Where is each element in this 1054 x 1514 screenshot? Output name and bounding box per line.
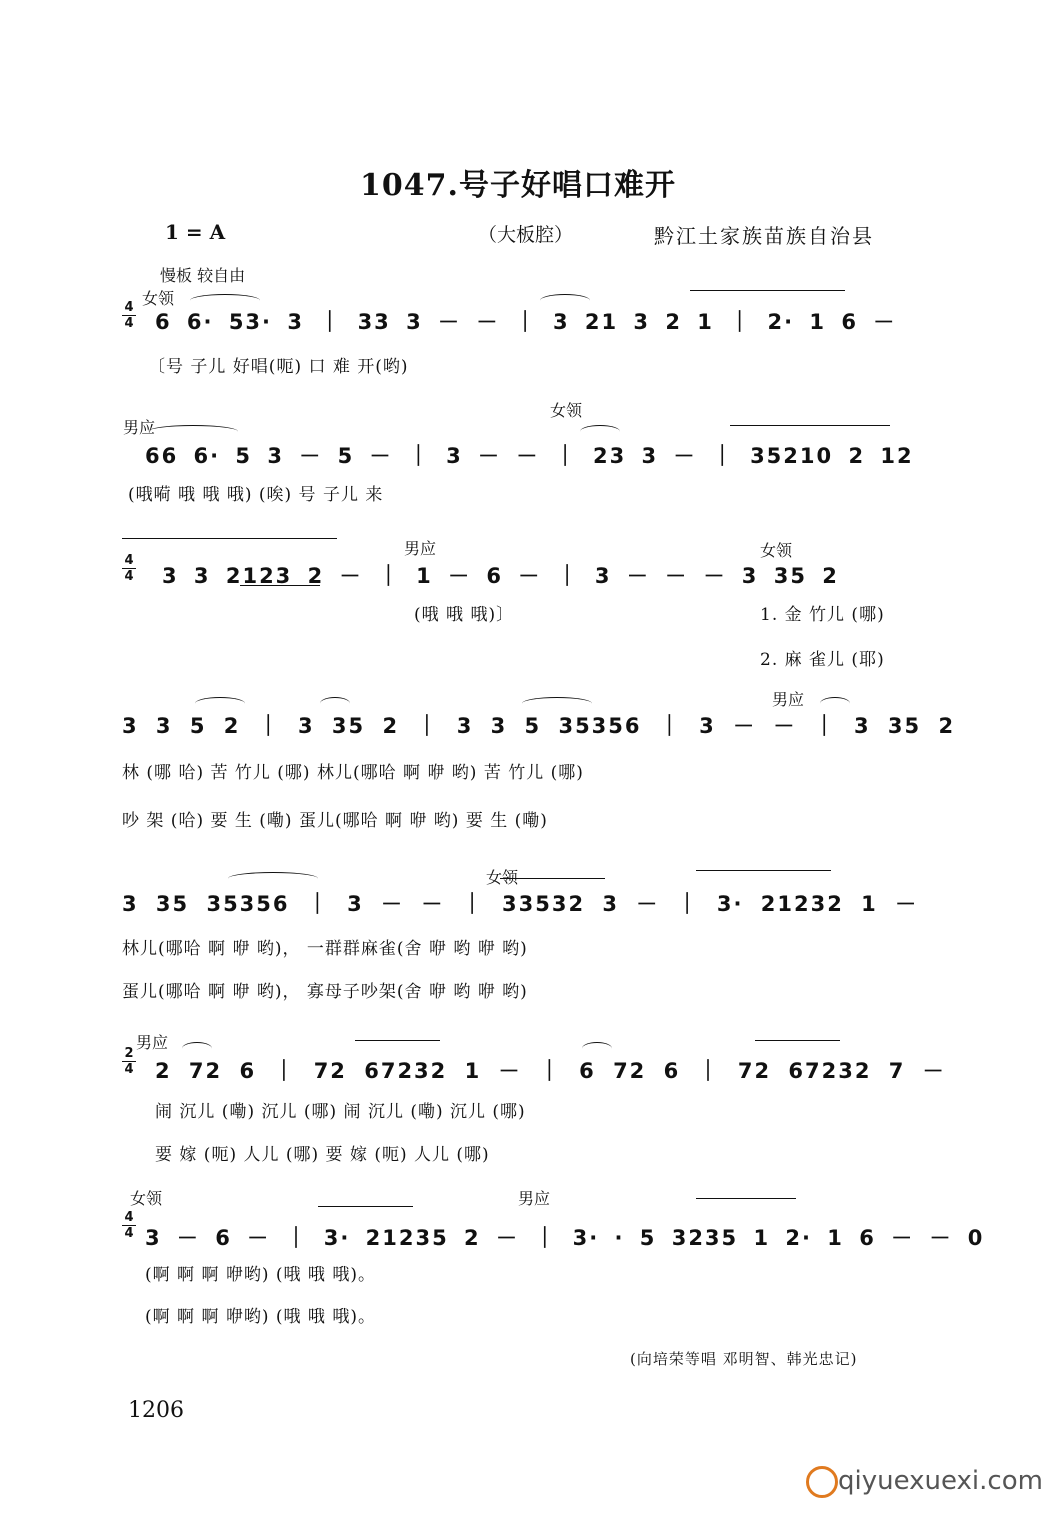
role-label: 女领 [550, 401, 583, 420]
slur [820, 697, 850, 710]
slur-long [318, 1206, 413, 1207]
song-title: 1047.号子好唱口难开 [360, 168, 676, 203]
slur-long [355, 1040, 440, 1041]
notation-line: 3 3 2123 2 － ｜ 1 － 6 － ｜ 3 － － － 3 35 2 [162, 564, 839, 588]
lyrics-line: 要 嫁 (呃) 人儿 (哪) 要 嫁 (呃) 人儿 (哪) [155, 1145, 490, 1165]
lyrics-line: 2. 麻 雀儿 (耶) [760, 650, 885, 670]
time-signature: 4 4 [122, 300, 136, 331]
role-label: 男应 [772, 690, 805, 709]
role-label: 男应 [404, 539, 437, 558]
slur-long [696, 1198, 796, 1199]
watermark-logo [806, 1466, 838, 1498]
slur-long [696, 870, 831, 871]
role-label: 女领 [760, 541, 793, 560]
slur-long [122, 538, 337, 539]
notation-line: 6 6· 53· 3 ｜ 33 3 － － ｜ 3 21 3 2 1 ｜ 2· 1 6 － [155, 310, 897, 334]
credit-line: (向培荣等唱 邓明智、韩光忠记) [630, 1350, 858, 1368]
slur [540, 294, 590, 307]
slur [522, 697, 592, 710]
singing-style: （大板腔） [478, 224, 574, 246]
role-label: 男应 [123, 418, 156, 437]
slur [190, 294, 260, 307]
tempo-marking: 慢板 较自由 [160, 266, 246, 285]
slur [228, 872, 318, 885]
notation-line: 3 35 35356 ｜ 3 － － ｜ 33532 3 － ｜ 3· 21232 1 － [122, 892, 919, 916]
slur [580, 425, 620, 438]
lyrics-line: 吵 架 (哈) 要 生 (嘞) 蛋儿(哪哈 啊 咿 哟) 要 生 (嘞) [122, 811, 548, 831]
time-signature: 4 4 [122, 553, 136, 584]
role-label: 女领 [130, 1189, 163, 1208]
role-label: 男应 [136, 1033, 169, 1052]
slur [195, 697, 245, 710]
notation-line: 66 6· 5 3 － 5 － ｜ 3 － － ｜ 23 3 － ｜ 35210 2 12 [145, 444, 914, 468]
slur [582, 1042, 612, 1055]
slur-long [755, 1040, 840, 1041]
lyrics-line: 〔号 子儿 好唱(呃) 口 难 开(哟) [148, 357, 409, 377]
key-signature: 1 = A [165, 220, 226, 244]
notation-line: 2 72 6 ｜ 72 67232 1 － ｜ 6 72 6 ｜ 72 67232 7 － [155, 1059, 946, 1083]
lyrics-line: 闹 沉儿 (嘞) 沉儿 (哪) 闹 沉儿 (嘞) 沉儿 (哪) [155, 1102, 526, 1122]
lyrics-line: (啊 啊 啊 咿哟) (哦 哦 哦)。 [145, 1307, 376, 1327]
role-label: 女领 [486, 868, 519, 887]
time-signature: 4 4 [122, 1210, 136, 1241]
slur-long [690, 290, 845, 291]
underline [240, 585, 320, 586]
slur-long [500, 878, 605, 879]
region: 黔江土家族苗族自治县 [654, 224, 874, 248]
lyrics-line: 蛋儿(哪哈 啊 咿 哟)， 寡母子吵架(舍 咿 哟 咿 哟) [122, 982, 528, 1002]
time-signature: 2 4 [122, 1046, 136, 1077]
slur-long [730, 425, 890, 426]
lyrics-line: 林儿(哪哈 啊 咿 哟)， 一群群麻雀(舍 咿 哟 咿 哟) [122, 939, 528, 959]
slur [320, 697, 350, 710]
slur [148, 425, 238, 438]
slur [182, 1042, 212, 1055]
notation-line: 3 3 5 2 ｜ 3 35 2 ｜ 3 3 5 35356 ｜ 3 － － ｜ 3 35 2 [122, 714, 956, 738]
lyrics-line: 林 (哪 哈) 苦 竹儿 (哪) 林儿(哪哈 啊 咿 哟) 苦 竹儿 (哪) [122, 763, 584, 783]
lyrics-line: (啊 啊 啊 咿哟) (哦 哦 哦)。 [145, 1265, 376, 1285]
page-number: 1206 [128, 1398, 184, 1423]
watermark: qiyuexuexi.com [838, 1466, 1043, 1496]
role-label: 女领 [142, 289, 175, 308]
lyrics-line: (哦嗬 哦 哦 哦) (唉) 号 子儿 来 [128, 485, 384, 505]
role-label: 男应 [518, 1189, 551, 1208]
lyrics-line: 1. 金 竹儿 (哪) [760, 605, 885, 625]
lyrics-line: (哦 哦 哦)〕 [414, 605, 515, 625]
notation-line: 3 － 6 － ｜ 3· 21235 2 － ｜ 3· · 5 3235 1 2· 1 6 － － 0 [145, 1226, 985, 1250]
